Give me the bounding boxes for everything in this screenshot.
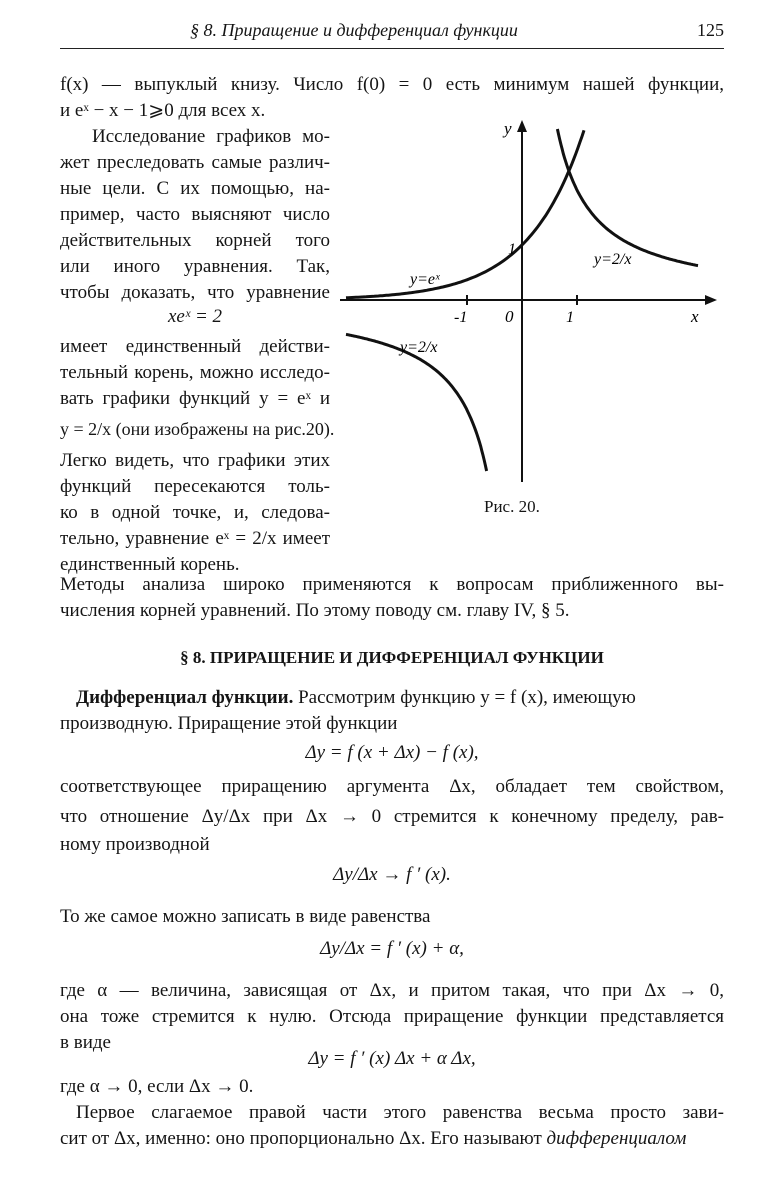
equation: Δy/Δx = f ′ (x) + α, xyxy=(320,938,464,959)
text-line: где α → 0, если Δx → 0. xyxy=(60,1076,254,1097)
section-heading: § 8. ПРИРАЩЕНИЕ И ДИФФЕРЕНЦИАЛ ФУНКЦИИ xyxy=(180,648,604,667)
text-line: единственный корень. xyxy=(60,554,240,575)
function-graph xyxy=(340,112,720,492)
text-span: Рассмотрим функцию y = f (x), имеющую xyxy=(298,687,636,708)
text-line: в виде xyxy=(60,1032,111,1053)
text-line: Исследование графиков мо- xyxy=(92,126,330,147)
paragraph-line xyxy=(60,1126,724,1152)
text-line: y = 2/x (они изображены на рис.20). xyxy=(60,419,335,439)
text-line: f(x) — выпуклый книзу. Число f(0) = 0 есть минимум нашей функции, xyxy=(60,74,724,95)
text-line: функций пересекаются толь- xyxy=(60,476,330,497)
x-axis-arrow xyxy=(705,295,717,305)
text-line: что отношение Δy/Δx при Δx → 0 стремится к конечному пределу, рав- xyxy=(60,806,724,827)
paragraph-line xyxy=(76,685,724,711)
y-axis-arrow xyxy=(517,120,527,132)
y-axis-label: y xyxy=(504,119,512,138)
equation: xeˣ = 2 xyxy=(167,306,223,327)
paragraph-lead: Дифференциал функции. xyxy=(76,687,294,708)
text-line: тельный корень, можно исследо- xyxy=(60,362,330,383)
tick-neg1-label: -1 xyxy=(454,309,468,326)
exp-curve-label: y=eˣ xyxy=(410,271,440,288)
figure-caption: Рис. 20. xyxy=(484,497,540,516)
tick-y1-label: 1 xyxy=(508,241,516,258)
text-line: имеет единственный действи- xyxy=(60,336,330,357)
text-line: и eˣ − x − 1⩾0 для всех x. xyxy=(60,100,266,121)
text-line: соответствующее приращению аргумента Δx, обладает тем свойством, xyxy=(60,776,724,797)
text-line: вать графики функций y = eˣ и xyxy=(60,388,330,409)
x-axis-label: x xyxy=(691,307,699,326)
hyperbola-right-label: y=2/x xyxy=(594,251,632,268)
text-line: действительных корней того xyxy=(60,230,330,251)
text-line: Легко видеть, что графики этих xyxy=(60,450,330,471)
equation: Δy = f (x + Δx) − f (x), xyxy=(305,742,479,763)
exp-curve xyxy=(346,130,584,297)
text-line: жет преследовать самые различ- xyxy=(60,152,330,173)
text-line: или иного уравнения. Так, xyxy=(60,256,330,277)
equation: Δy/Δx → f ′ (x). xyxy=(333,864,451,885)
equation: Δy = f ′ (x) Δx + α Δx, xyxy=(308,1048,476,1069)
text-line: То же самое можно записать в виде равенства xyxy=(60,906,431,927)
text-line: ные цели. С их помощью, на- xyxy=(60,178,330,199)
text-line: пример, часто выясняют число xyxy=(60,204,330,225)
text-line: чтобы доказать, что уравнение xyxy=(60,282,330,303)
text-line: она тоже стремится к нулю. Отсюда приращение функции представляется xyxy=(60,1006,724,1027)
text-line: ному производной xyxy=(60,834,210,855)
text-line: ко в одной точке, и, следова- xyxy=(60,502,330,523)
running-header: § 8. Приращение и дифференциал функции xyxy=(190,20,518,40)
page-number: 125 xyxy=(697,20,724,40)
header-rule xyxy=(60,48,724,49)
origin-label: 0 xyxy=(505,307,514,326)
text-line: числения корней уравнений. По этому поводу см. главу IV, § 5. xyxy=(60,600,570,621)
text-line: Методы анализа широко применяются к вопросам приближенного вы- xyxy=(60,574,724,595)
hyperbola-left-label: y=2/x xyxy=(400,339,438,356)
figure-20 xyxy=(340,112,720,497)
tick-pos1-label: 1 xyxy=(566,309,574,326)
italic-term: дифференциалом xyxy=(546,1128,687,1149)
text-line: Первое слагаемое правой части этого равенства весьма просто зави- xyxy=(76,1102,724,1123)
text-line: тельно, уравнение eˣ = 2/x имеет xyxy=(60,528,330,549)
text-line: где α — величина, зависящая от Δx, и притом такая, что при Δx → 0, xyxy=(60,980,724,1001)
text-span: сит от Δx, именно: оно пропорционально Δx. Его называют xyxy=(60,1128,542,1149)
text-line: производную. Приращение этой функции xyxy=(60,713,398,734)
